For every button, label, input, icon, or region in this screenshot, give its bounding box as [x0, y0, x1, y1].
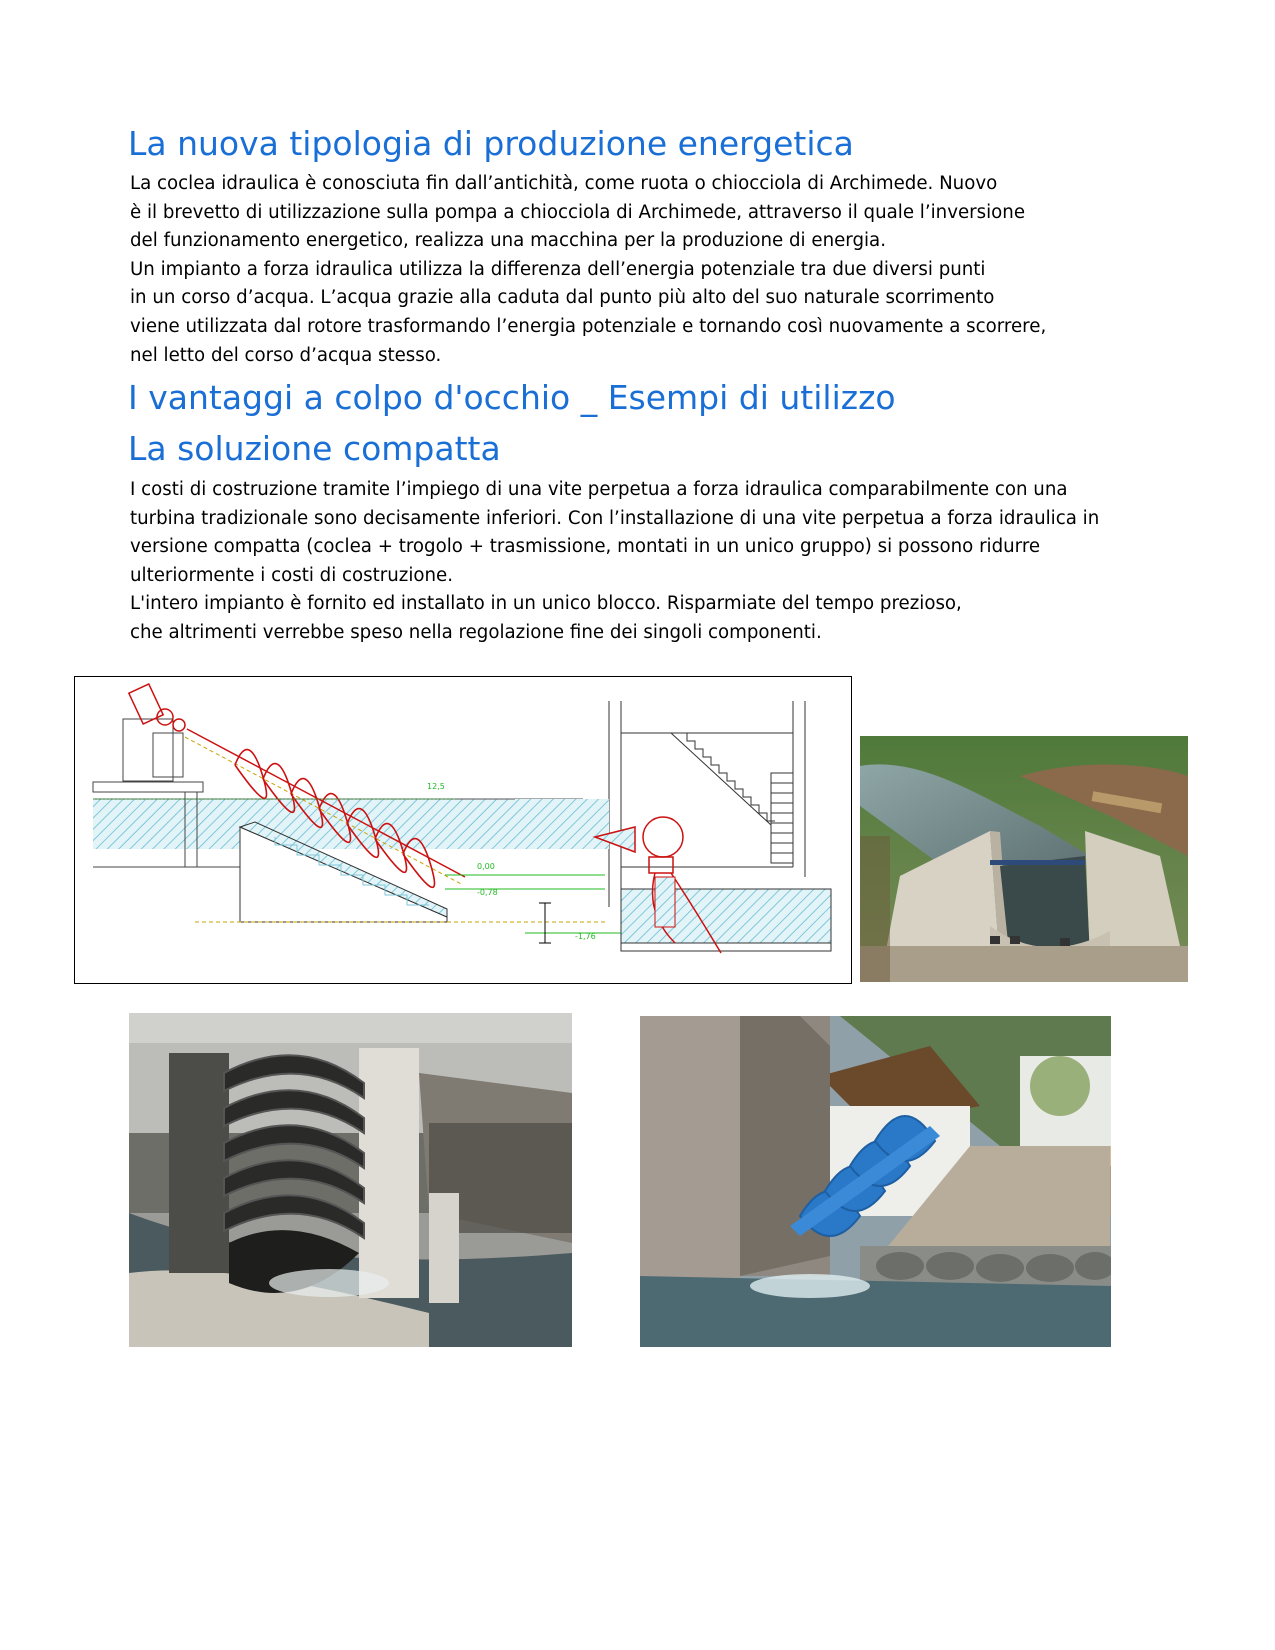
photo-concrete-channel [860, 736, 1188, 982]
text-line: L'intero impianto è fornito ed installato in un unico blocco. Risparmiate del tempo prezioso, [130, 593, 962, 615]
paragraph-compact [130, 476, 1099, 648]
level-label: 0,00 [477, 862, 495, 871]
screw-plant-section-drawing [75, 677, 851, 983]
text-line: in un corso d’acqua. L’acqua grazie alla caduta dal punto più alto del suo naturale scorrimento [130, 287, 995, 309]
text-line: ulteriormente i costi di costruzione. [130, 564, 453, 586]
photo-blue-screw-building [640, 1016, 1111, 1347]
steel-screw-photo-illustration [129, 1013, 572, 1347]
photo-steel-screw [129, 1013, 572, 1347]
level-label: -1,76 [575, 932, 596, 941]
text-line: è il brevetto di utilizzazione sulla pompa a chiocciola di Archimede, attraverso il quale l’inversione [130, 201, 1026, 223]
text-line: La coclea idraulica è conosciuta fin dall’antichità, come ruota o chiocciola di Archimede. Nuovo [130, 173, 998, 194]
text-line: che altrimenti verrebbe speso nella regolazione fine dei singoli componenti. [130, 621, 822, 643]
level-label: 12,5 [427, 782, 445, 791]
paragraph-intro [130, 170, 1046, 370]
cad-diagram [74, 676, 852, 984]
text-line: turbina tradizionale sono decisamente inferiori. Con l’installazione di una vite perpetua a forza idraulica in [130, 507, 1100, 529]
level-label: -0,78 [477, 888, 498, 897]
text-line: del funzionamento energetico, realizza una macchina per la produzione di energia. [130, 230, 886, 252]
channel-photo-illustration [860, 736, 1188, 982]
generator-symbol [129, 684, 185, 731]
text-line: nel letto del corso d’acqua stesso. [130, 344, 442, 366]
text-line: Un impianto a forza idraulica utilizza la differenza dell’energia potenziale tra due diversi punti [130, 258, 986, 280]
text-line: I costi di costruzione tramite l’impiego di una vite perpetua a forza idraulica comparabilmente con una [130, 479, 1068, 500]
text-line: versione compatta (coclea + trogolo + trasmissione, montati in un unico gruppo) si possono ridurre [130, 536, 1041, 558]
heading-compact-solution: La soluzione compatta [128, 429, 501, 468]
text-line: viene utilizzata dal rotore trasformando l’energia potenziale e tornando così nuovamente a scorrere, [130, 315, 1047, 337]
upper-water [93, 799, 583, 849]
blue-screw-photo-illustration [640, 1016, 1111, 1347]
heading-production: La nuova tipologia di produzione energetica [128, 124, 854, 163]
heading-advantages: I vantaggi a colpo d'occhio _ Esempi di utilizzo [128, 378, 896, 417]
